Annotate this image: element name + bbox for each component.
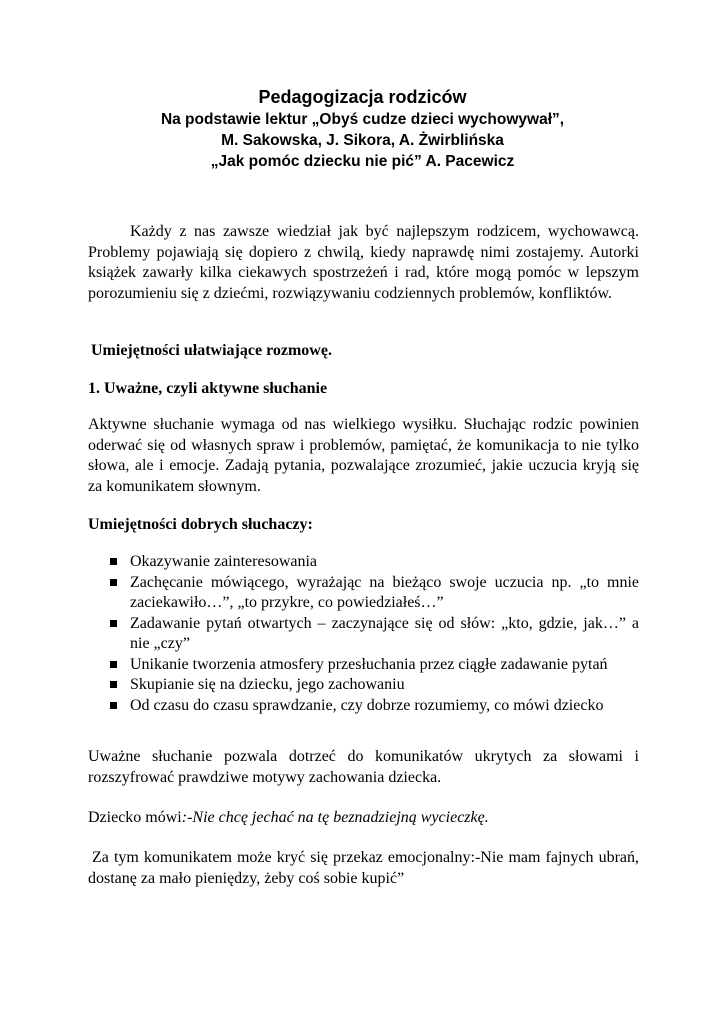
skills-heading: Umiejętności dobrych słuchaczy: (88, 516, 313, 533)
document-subtitle-line-1: Na podstawie lektur „Obyś cudze dzieci wychowywał”, (160, 111, 565, 128)
document-subtitle-line-3: „Jak pomóc dziecku nie pić” A. Pacewicz (210, 153, 515, 170)
bullet-square-icon (110, 681, 117, 688)
list-item (110, 696, 639, 717)
list-item (110, 552, 639, 573)
list-item-text: Unikanie tworzenia atmosfery przesłuchania przez ciągłe zadawanie pytań (130, 655, 608, 673)
bullet-square-icon (110, 558, 117, 565)
section-heading: Umiejętności ułatwiające rozmowę. (91, 342, 332, 359)
hidden-message-paragraph: Za tym komunikatem może kryć się przekaz emocjonalny:-Nie mam fajnych ubrań, dostanę za mało pieniędzy, żeby coś sobie kupić” (88, 849, 639, 887)
document-subtitle-line-2: M. Sakowska, J. Sikora, A. Żwirblińska (221, 132, 504, 149)
list-item-text: Od czasu do czasu sprawdzanie, czy dobrze rozumiemy, co mówi dziecko (130, 696, 604, 714)
document-title: Pedagogizacja rodziców (258, 87, 467, 107)
child-says-paragraph (88, 808, 639, 829)
list-item (110, 614, 639, 655)
bullet-square-icon (110, 620, 117, 627)
bullet-square-icon (110, 702, 117, 709)
list-item (110, 573, 639, 614)
subsection-heading: 1. Uważne, czyli aktywne słuchanie (88, 380, 328, 397)
careful-listening-paragraph: Uważne słuchanie pozwala dotrzeć do komunikatów ukrytych za słowami i rozszyfrować prawdziwe motywy zachowania dziecka. (88, 748, 639, 786)
child-says-label: Dziecko mówi (88, 809, 182, 826)
list-item-text: Skupianie się na dziecku, jego zachowaniu (130, 676, 405, 693)
skills-list (110, 552, 639, 716)
list-item (110, 655, 639, 676)
list-item-text: Okazywanie zainteresowania (130, 553, 318, 570)
list-item-text: Zadawanie pytań otwartych – zaczynające się od słów: „kto, gdzie, jak…” a nie „czy” (130, 614, 639, 652)
list-item (110, 675, 639, 696)
bullet-square-icon (110, 661, 117, 668)
title-block (0, 86, 725, 172)
list-item-text: Zachęcanie mówiącego, wyrażając na bieżąco swoje uczucia np. „to mnie zaciekawiło…”, „to przykre, co powiedziałeś…” (130, 573, 639, 611)
child-says-quote: :-Nie chcę jechać na tę beznadziejną wycieczkę. (181, 809, 489, 826)
active-listening-paragraph: Aktywne słuchanie wymaga od nas wielkiego wysiłku. Słuchając rodzic powinien oderwać się od własnych spraw i problemów, pamiętać, że komunikacja to nie tylko słowa, ale i emocje. Zadają pytania, pozwalające zrozumieć, jakie uczucia kryją się za komunikatem słownym. (88, 416, 639, 495)
intro-paragraph: Każdy z nas zawsze wiedział jak być najlepszym rodzicem, wychowawcą. Problemy pojawiają się dopiero z chwilą, kiedy naprawdę nimi zostajemy. Autorki książek zawarły kilka ciekawych spostrzeżeń i rad, które mogą pomóc w lepszym porozumieniu się z dziećmi, rozwiązywaniu codziennych problemów, konfliktów. (88, 223, 639, 302)
bullet-square-icon (110, 579, 117, 586)
